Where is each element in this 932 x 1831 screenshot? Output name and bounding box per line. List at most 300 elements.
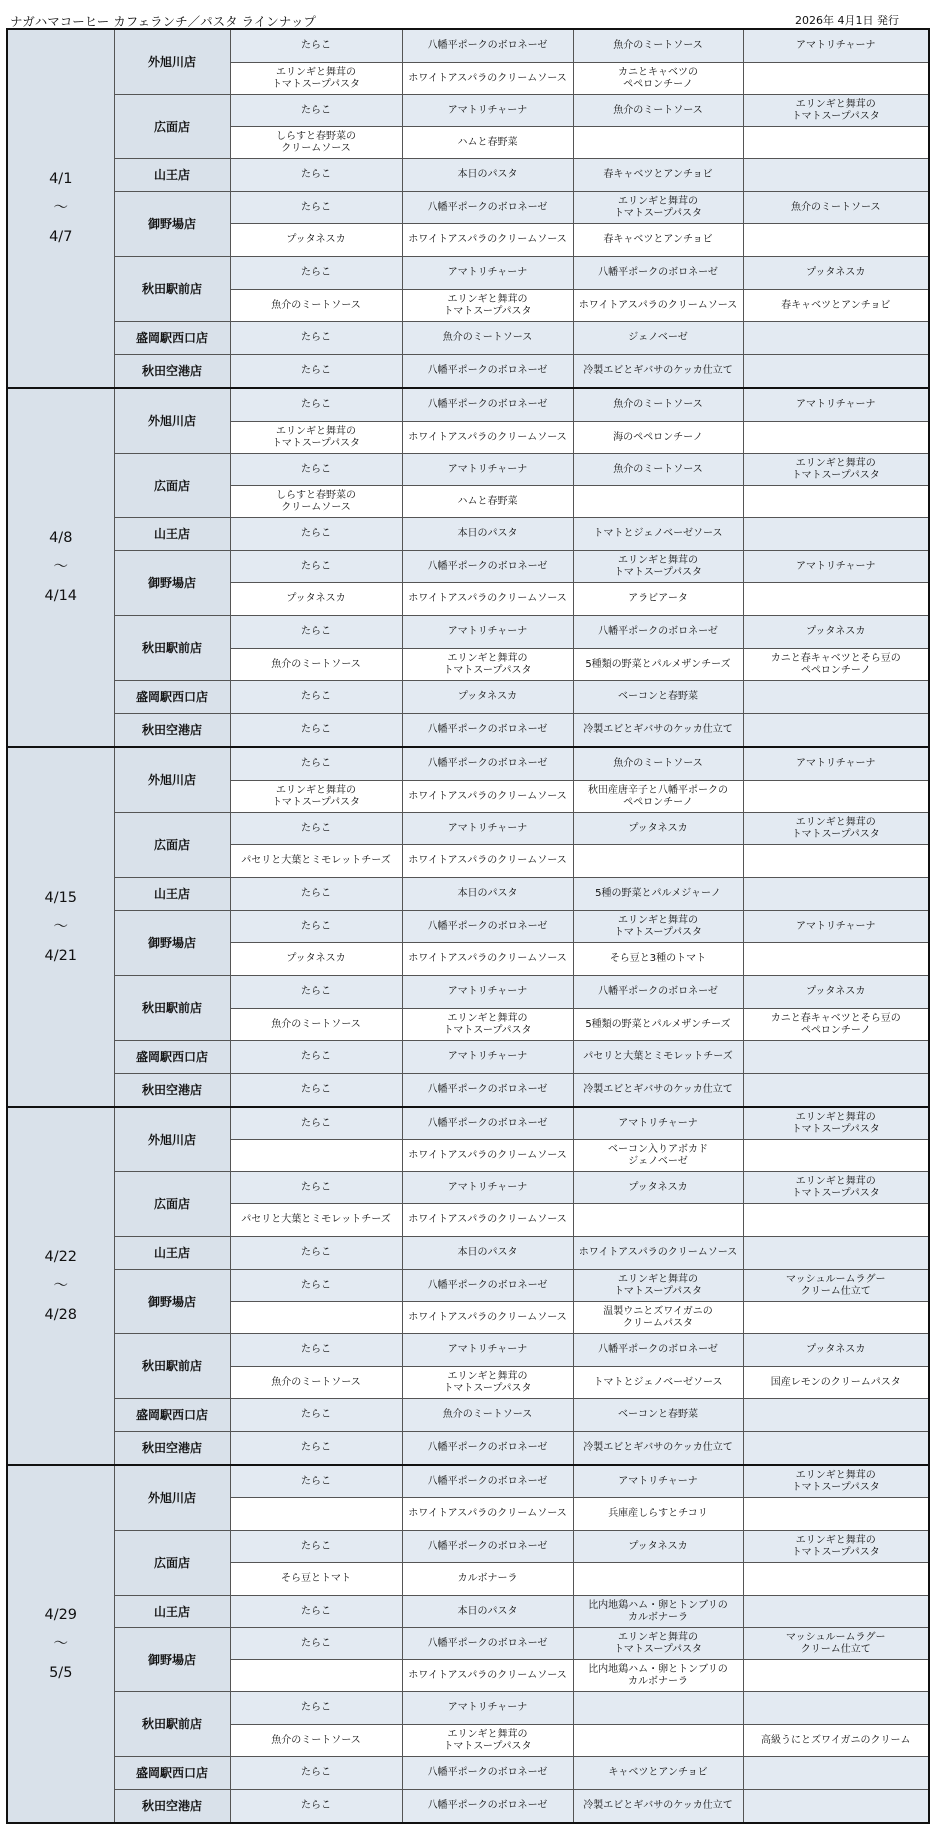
menu-item: ホワイトアスパラのクリームソース bbox=[402, 1140, 573, 1172]
page-header bbox=[0, 0, 932, 28]
menu-item: ジェノベーゼ bbox=[573, 322, 743, 355]
menu-item: たらこ bbox=[230, 1237, 402, 1270]
store-name: 盛岡駅西口店 bbox=[114, 1041, 230, 1074]
menu-item: たらこ bbox=[230, 192, 402, 224]
menu-item: ベーコンと春野菜 bbox=[573, 1399, 743, 1432]
menu-item: たらこ bbox=[230, 322, 402, 355]
menu-row bbox=[7, 1172, 929, 1204]
menu-item bbox=[573, 486, 743, 518]
menu-item: 八幡平ポークのボロネーゼ bbox=[402, 551, 573, 583]
menu-item: ハムと春野菜 bbox=[402, 127, 573, 159]
menu-item bbox=[743, 714, 929, 748]
menu-item: エリンギと舞茸の トマトスープパスタ bbox=[230, 63, 402, 95]
menu-item: 八幡平ポークのボロネーゼ bbox=[573, 976, 743, 1009]
menu-item: 本日のパスタ bbox=[402, 159, 573, 192]
menu-item: 温製ウニとズワイガニの クリームパスタ bbox=[573, 1302, 743, 1334]
menu-item: エリンギと舞茸の トマトスープパスタ bbox=[402, 1367, 573, 1399]
menu-item: 高級うにとズワイガニのクリーム bbox=[743, 1725, 929, 1757]
menu-item: 八幡平ポークのボロネーゼ bbox=[402, 1074, 573, 1108]
week-sep: ～ bbox=[53, 200, 68, 216]
menu-item bbox=[743, 422, 929, 454]
menu-item bbox=[743, 355, 929, 389]
store-name: 山王店 bbox=[114, 878, 230, 911]
menu-item bbox=[743, 1432, 929, 1466]
menu-item: 魚介のミートソース bbox=[230, 290, 402, 322]
menu-item: 春キャベツとアンチョビ bbox=[573, 224, 743, 257]
menu-item bbox=[743, 486, 929, 518]
menu-item: 冷製エビとギバサのケッカ仕立て bbox=[573, 1432, 743, 1466]
menu-item: 魚介のミートソース bbox=[573, 95, 743, 127]
menu-item: 八幡平ポークのボロネーゼ bbox=[402, 29, 573, 63]
menu-item: 八幡平ポークのボロネーゼ bbox=[402, 1628, 573, 1660]
menu-item: エリンギと舞茸の トマトスープパスタ bbox=[573, 1270, 743, 1302]
store-name: 広面店 bbox=[114, 454, 230, 518]
menu-item: エリンギと舞茸の トマトスープパスタ bbox=[743, 1172, 929, 1204]
menu-item: 春キャベツとアンチョビ bbox=[573, 159, 743, 192]
store-name: 広面店 bbox=[114, 813, 230, 878]
menu-item: たらこ bbox=[230, 1399, 402, 1432]
menu-item: 秋田産唐辛子と八幡平ポークの ペペロンチーノ bbox=[573, 781, 743, 813]
menu-item: アマトリチャーナ bbox=[743, 747, 929, 781]
menu-row bbox=[7, 1399, 929, 1432]
menu-item: エリンギと舞茸の トマトスープパスタ bbox=[402, 649, 573, 681]
menu-item: たらこ bbox=[230, 1432, 402, 1466]
store-name: 盛岡駅西口店 bbox=[114, 1757, 230, 1790]
menu-row bbox=[7, 1107, 929, 1140]
menu-row bbox=[7, 192, 929, 224]
menu-item: パセリと大葉とミモレットチーズ bbox=[573, 1041, 743, 1074]
menu-item: たらこ bbox=[230, 714, 402, 748]
menu-item: プッタネスカ bbox=[230, 583, 402, 616]
menu-item: ホワイトアスパラのクリームソース bbox=[402, 1498, 573, 1531]
menu-item bbox=[743, 1692, 929, 1725]
menu-item: アマトリチャーナ bbox=[402, 1041, 573, 1074]
menu-item: たらこ bbox=[230, 29, 402, 63]
week-to: 4/28 bbox=[44, 1306, 78, 1323]
menu-item: 冷製エビとギバサのケッカ仕立て bbox=[573, 1074, 743, 1108]
store-name: 外旭川店 bbox=[114, 747, 230, 813]
lineup-body bbox=[7, 29, 929, 1823]
menu-item: ホワイトアスパラのクリームソース bbox=[402, 943, 573, 976]
menu-item: ハムと春野菜 bbox=[402, 486, 573, 518]
menu-item: 八幡平ポークのボロネーゼ bbox=[402, 1432, 573, 1466]
menu-item: 魚介のミートソース bbox=[573, 388, 743, 422]
menu-item bbox=[743, 681, 929, 714]
menu-item bbox=[230, 1140, 402, 1172]
menu-row bbox=[7, 1041, 929, 1074]
menu-item: アマトリチャーナ bbox=[402, 1692, 573, 1725]
menu-item: ホワイトアスパラのクリームソース bbox=[402, 845, 573, 878]
menu-item bbox=[743, 1596, 929, 1628]
menu-row bbox=[7, 1465, 929, 1498]
menu-item: エリンギと舞茸の トマトスープパスタ bbox=[743, 1465, 929, 1498]
menu-item: 海のペペロンチーノ bbox=[573, 422, 743, 454]
menu-row bbox=[7, 518, 929, 551]
menu-row bbox=[7, 747, 929, 781]
menu-item: たらこ bbox=[230, 1757, 402, 1790]
menu-item: 八幡平ポークのボロネーゼ bbox=[573, 1334, 743, 1367]
week-period bbox=[7, 1107, 114, 1465]
menu-item: 魚介のミートソース bbox=[402, 322, 573, 355]
store-name: 広面店 bbox=[114, 1531, 230, 1596]
menu-item: ベーコン入りアボカド ジェノベーゼ bbox=[573, 1140, 743, 1172]
week-period bbox=[7, 1465, 114, 1823]
menu-item: たらこ bbox=[230, 747, 402, 781]
week-from: 4/22 bbox=[44, 1248, 78, 1265]
menu-item: ベーコンと春野菜 bbox=[573, 681, 743, 714]
menu-item: そら豆とトマト bbox=[230, 1563, 402, 1596]
menu-item: カニと春キャベツとそら豆の ペペロンチーノ bbox=[743, 649, 929, 681]
menu-item: 八幡平ポークのボロネーゼ bbox=[402, 1465, 573, 1498]
menu-item bbox=[743, 781, 929, 813]
menu-row bbox=[7, 355, 929, 389]
menu-item: エリンギと舞茸の トマトスープパスタ bbox=[743, 813, 929, 845]
week-sep: ～ bbox=[53, 559, 68, 575]
week-from: 4/1 bbox=[49, 171, 73, 187]
menu-row bbox=[7, 1692, 929, 1725]
menu-row bbox=[7, 911, 929, 943]
menu-item: トマトとジェノベーゼソース bbox=[573, 1367, 743, 1399]
store-name: 外旭川店 bbox=[114, 388, 230, 454]
menu-row bbox=[7, 29, 929, 63]
menu-item: ホワイトアスパラのクリームソース bbox=[402, 1660, 573, 1692]
menu-row bbox=[7, 95, 929, 127]
week-from: 4/8 bbox=[49, 530, 73, 546]
menu-item: マッシュルームラグー クリーム仕立て bbox=[743, 1270, 929, 1302]
menu-item: しらすと春野菜の クリームソース bbox=[230, 127, 402, 159]
menu-item: エリンギと舞茸の トマトスープパスタ bbox=[743, 95, 929, 127]
menu-item: エリンギと舞茸の トマトスープパスタ bbox=[230, 422, 402, 454]
menu-item: ホワイトアスパラのクリームソース bbox=[573, 1237, 743, 1270]
week-from: 4/29 bbox=[44, 1606, 78, 1623]
menu-item: たらこ bbox=[230, 551, 402, 583]
menu-item bbox=[743, 1399, 929, 1432]
store-name: 秋田駅前店 bbox=[114, 976, 230, 1041]
week-sep: ～ bbox=[53, 918, 68, 935]
store-name: 秋田空港店 bbox=[114, 1790, 230, 1824]
menu-item: プッタネスカ bbox=[573, 813, 743, 845]
menu-row bbox=[7, 1596, 929, 1628]
menu-item: たらこ bbox=[230, 1790, 402, 1824]
store-name: 山王店 bbox=[114, 159, 230, 192]
menu-item: 八幡平ポークのボロネーゼ bbox=[402, 355, 573, 389]
store-name: 広面店 bbox=[114, 95, 230, 159]
menu-item: 冷製エビとギバサのケッカ仕立て bbox=[573, 1790, 743, 1824]
week-period bbox=[7, 388, 114, 747]
menu-item: アマトリチャーナ bbox=[743, 551, 929, 583]
menu-item: たらこ bbox=[230, 878, 402, 911]
menu-item: プッタネスカ bbox=[402, 681, 573, 714]
menu-item: アマトリチャーナ bbox=[743, 911, 929, 943]
menu-item: パセリと大葉とミモレットチーズ bbox=[230, 1204, 402, 1237]
menu-item: エリンギと舞茸の トマトスープパスタ bbox=[230, 781, 402, 813]
week-period bbox=[7, 747, 114, 1107]
menu-item: 魚介のミートソース bbox=[573, 747, 743, 781]
menu-item: エリンギと舞茸の トマトスープパスタ bbox=[402, 1725, 573, 1757]
week-to: 4/14 bbox=[44, 588, 78, 604]
menu-item bbox=[743, 127, 929, 159]
store-name: 秋田空港店 bbox=[114, 355, 230, 389]
menu-item: 八幡平ポークのボロネーゼ bbox=[402, 1790, 573, 1824]
menu-item: アマトリチャーナ bbox=[402, 1334, 573, 1367]
menu-item: 本日のパスタ bbox=[402, 518, 573, 551]
menu-item: カニとキャベツの ペペロンチーノ bbox=[573, 63, 743, 95]
menu-item: エリンギと舞茸の トマトスープパスタ bbox=[743, 454, 929, 486]
menu-item: 八幡平ポークのボロネーゼ bbox=[402, 1107, 573, 1140]
menu-item: ホワイトアスパラのクリームソース bbox=[402, 422, 573, 454]
menu-item: たらこ bbox=[230, 1334, 402, 1367]
menu-item: ホワイトアスパラのクリームソース bbox=[573, 290, 743, 322]
menu-item: たらこ bbox=[230, 1172, 402, 1204]
store-name: 外旭川店 bbox=[114, 29, 230, 95]
week-to: 4/21 bbox=[44, 947, 78, 964]
menu-item: プッタネスカ bbox=[743, 616, 929, 649]
store-name: 外旭川店 bbox=[114, 1107, 230, 1172]
menu-item bbox=[743, 1660, 929, 1692]
menu-row bbox=[7, 1237, 929, 1270]
menu-item: マッシュルームラグー クリーム仕立て bbox=[743, 1628, 929, 1660]
menu-item: たらこ bbox=[230, 1465, 402, 1498]
store-name: 盛岡駅西口店 bbox=[114, 322, 230, 355]
menu-item: アマトリチャーナ bbox=[743, 29, 929, 63]
menu-item bbox=[743, 322, 929, 355]
menu-item: たらこ bbox=[230, 976, 402, 1009]
menu-row bbox=[7, 1074, 929, 1108]
menu-item: 春キャベツとアンチョビ bbox=[743, 290, 929, 322]
week-from: 4/15 bbox=[44, 889, 78, 906]
menu-item: ホワイトアスパラのクリームソース bbox=[402, 1204, 573, 1237]
menu-item: キャベツとアンチョビ bbox=[573, 1757, 743, 1790]
menu-item: 八幡平ポークのボロネーゼ bbox=[402, 747, 573, 781]
store-name: 御野場店 bbox=[114, 1628, 230, 1692]
menu-item: たらこ bbox=[230, 1041, 402, 1074]
menu-item: 魚介のミートソース bbox=[573, 454, 743, 486]
week-to: 4/7 bbox=[49, 229, 73, 245]
menu-item: 本日のパスタ bbox=[402, 1596, 573, 1628]
store-name: 山王店 bbox=[114, 1237, 230, 1270]
store-name: 秋田空港店 bbox=[114, 1074, 230, 1108]
menu-item: たらこ bbox=[230, 1628, 402, 1660]
menu-item: エリンギと舞茸の トマトスープパスタ bbox=[573, 911, 743, 943]
menu-item: ホワイトアスパラのクリームソース bbox=[402, 583, 573, 616]
menu-item bbox=[743, 1498, 929, 1531]
menu-item: エリンギと舞茸の トマトスープパスタ bbox=[402, 290, 573, 322]
store-name: 御野場店 bbox=[114, 551, 230, 616]
menu-row bbox=[7, 616, 929, 649]
store-name: 山王店 bbox=[114, 1596, 230, 1628]
menu-row bbox=[7, 551, 929, 583]
menu-item: 魚介のミートソース bbox=[230, 1725, 402, 1757]
menu-item: 魚介のミートソース bbox=[230, 1009, 402, 1041]
menu-row bbox=[7, 1790, 929, 1824]
menu-item bbox=[230, 1660, 402, 1692]
menu-item bbox=[743, 1074, 929, 1108]
store-name: 秋田空港店 bbox=[114, 1432, 230, 1466]
menu-item: エリンギと舞茸の トマトスープパスタ bbox=[573, 551, 743, 583]
menu-item: プッタネスカ bbox=[230, 224, 402, 257]
store-name: 秋田空港店 bbox=[114, 714, 230, 748]
menu-item: 比内地鶏ハム・卵とトンブリの カルボナーラ bbox=[573, 1596, 743, 1628]
menu-row bbox=[7, 976, 929, 1009]
menu-item: たらこ bbox=[230, 1107, 402, 1140]
menu-item: アマトリチャーナ bbox=[402, 813, 573, 845]
page-title: ナガハマコーヒー カフェランチ／パスタ ラインナップ bbox=[10, 14, 316, 29]
menu-row bbox=[7, 878, 929, 911]
menu-item: 八幡平ポークのボロネーゼ bbox=[402, 1757, 573, 1790]
menu-row bbox=[7, 1432, 929, 1466]
store-name: 秋田駅前店 bbox=[114, 616, 230, 681]
menu-item bbox=[573, 127, 743, 159]
menu-item: 八幡平ポークのボロネーゼ bbox=[402, 1270, 573, 1302]
menu-item: アマトリチャーナ bbox=[743, 388, 929, 422]
menu-row bbox=[7, 714, 929, 748]
menu-item: プッタネスカ bbox=[573, 1172, 743, 1204]
store-name: 秋田駅前店 bbox=[114, 1692, 230, 1757]
menu-item: 国産レモンのクリームパスタ bbox=[743, 1367, 929, 1399]
store-name: 外旭川店 bbox=[114, 1465, 230, 1531]
menu-item: 比内地鶏ハム・卵とトンブリの カルボナーラ bbox=[573, 1660, 743, 1692]
week-period bbox=[7, 29, 114, 388]
menu-item: たらこ bbox=[230, 681, 402, 714]
menu-item: 5種の野菜とパルメジャーノ bbox=[573, 878, 743, 911]
menu-item bbox=[743, 1237, 929, 1270]
menu-item: 本日のパスタ bbox=[402, 1237, 573, 1270]
menu-row bbox=[7, 454, 929, 486]
menu-item: たらこ bbox=[230, 95, 402, 127]
menu-item bbox=[573, 1204, 743, 1237]
menu-item: たらこ bbox=[230, 257, 402, 290]
menu-item: プッタネスカ bbox=[743, 1334, 929, 1367]
menu-item: 八幡平ポークのボロネーゼ bbox=[573, 257, 743, 290]
menu-item: しらすと春野菜の クリームソース bbox=[230, 486, 402, 518]
store-name: 御野場店 bbox=[114, 1270, 230, 1334]
store-name: 盛岡駅西口店 bbox=[114, 1399, 230, 1432]
menu-item: 冷製エビとギバサのケッカ仕立て bbox=[573, 355, 743, 389]
menu-item: 5種類の野菜とパルメザンチーズ bbox=[573, 1009, 743, 1041]
menu-item: 八幡平ポークのボロネーゼ bbox=[402, 192, 573, 224]
menu-item bbox=[743, 943, 929, 976]
menu-item: プッタネスカ bbox=[573, 1531, 743, 1563]
menu-item: トマトとジェノベーゼソース bbox=[573, 518, 743, 551]
menu-item: 冷製エビとギバサのケッカ仕立て bbox=[573, 714, 743, 748]
menu-item bbox=[743, 1041, 929, 1074]
menu-row bbox=[7, 159, 929, 192]
menu-item: たらこ bbox=[230, 1692, 402, 1725]
menu-item bbox=[743, 224, 929, 257]
menu-item: アマトリチャーナ bbox=[573, 1465, 743, 1498]
menu-row bbox=[7, 1270, 929, 1302]
menu-item: 魚介のミートソース bbox=[230, 1367, 402, 1399]
menu-row bbox=[7, 1757, 929, 1790]
menu-item bbox=[743, 1204, 929, 1237]
menu-item bbox=[743, 1757, 929, 1790]
menu-item: たらこ bbox=[230, 518, 402, 551]
menu-item: アマトリチャーナ bbox=[402, 616, 573, 649]
menu-item: たらこ bbox=[230, 159, 402, 192]
menu-row bbox=[7, 1531, 929, 1563]
menu-item: エリンギと舞茸の トマトスープパスタ bbox=[573, 192, 743, 224]
menu-item: 魚介のミートソース bbox=[230, 649, 402, 681]
week-sep: ～ bbox=[53, 1277, 68, 1294]
menu-row bbox=[7, 1334, 929, 1367]
menu-item: たらこ bbox=[230, 911, 402, 943]
menu-item bbox=[573, 845, 743, 878]
menu-item: ホワイトアスパラのクリームソース bbox=[402, 781, 573, 813]
store-name: 御野場店 bbox=[114, 911, 230, 976]
menu-item: アマトリチャーナ bbox=[402, 1172, 573, 1204]
menu-item bbox=[743, 878, 929, 911]
menu-item: アマトリチャーナ bbox=[402, 257, 573, 290]
menu-item: プッタネスカ bbox=[230, 943, 402, 976]
menu-item: そら豆と3種のトマト bbox=[573, 943, 743, 976]
menu-item bbox=[743, 583, 929, 616]
menu-item: アマトリチャーナ bbox=[573, 1107, 743, 1140]
menu-item: カニと春キャベツとそら豆の ペペロンチーノ bbox=[743, 1009, 929, 1041]
menu-item bbox=[743, 1563, 929, 1596]
store-name: 広面店 bbox=[114, 1172, 230, 1237]
menu-item: アマトリチャーナ bbox=[402, 95, 573, 127]
menu-row bbox=[7, 1628, 929, 1660]
menu-item: 兵庫産しらすとチコリ bbox=[573, 1498, 743, 1531]
menu-item: プッタネスカ bbox=[743, 976, 929, 1009]
menu-item: ホワイトアスパラのクリームソース bbox=[402, 63, 573, 95]
menu-item: 八幡平ポークのボロネーゼ bbox=[573, 616, 743, 649]
store-name: 秋田駅前店 bbox=[114, 1334, 230, 1399]
menu-item: アマトリチャーナ bbox=[402, 976, 573, 1009]
menu-item bbox=[743, 1140, 929, 1172]
menu-row bbox=[7, 813, 929, 845]
menu-item: プッタネスカ bbox=[743, 257, 929, 290]
menu-item: たらこ bbox=[230, 1270, 402, 1302]
menu-item: 八幡平ポークのボロネーゼ bbox=[402, 714, 573, 748]
menu-item: ホワイトアスパラのクリームソース bbox=[402, 1302, 573, 1334]
menu-item bbox=[573, 1692, 743, 1725]
menu-item: 本日のパスタ bbox=[402, 878, 573, 911]
menu-item: パセリと大葉とミモレットチーズ bbox=[230, 845, 402, 878]
menu-row bbox=[7, 388, 929, 422]
menu-item bbox=[743, 1790, 929, 1824]
menu-item: 八幡平ポークのボロネーゼ bbox=[402, 1531, 573, 1563]
menu-item: たらこ bbox=[230, 355, 402, 389]
menu-item: ホワイトアスパラのクリームソース bbox=[402, 224, 573, 257]
menu-item bbox=[743, 63, 929, 95]
week-to: 5/5 bbox=[49, 1664, 73, 1681]
store-name: 御野場店 bbox=[114, 192, 230, 257]
menu-item: エリンギと舞茸の トマトスープパスタ bbox=[573, 1628, 743, 1660]
menu-item: 5種類の野菜とパルメザンチーズ bbox=[573, 649, 743, 681]
menu-item: たらこ bbox=[230, 813, 402, 845]
menu-item bbox=[230, 1302, 402, 1334]
menu-item: たらこ bbox=[230, 1531, 402, 1563]
menu-item bbox=[743, 1302, 929, 1334]
lineup-table bbox=[6, 28, 930, 1824]
menu-row bbox=[7, 322, 929, 355]
menu-item: 八幡平ポークのボロネーゼ bbox=[402, 911, 573, 943]
menu-item: たらこ bbox=[230, 454, 402, 486]
menu-item bbox=[230, 1498, 402, 1531]
issue-date: 2026年 4月1日 発行 bbox=[795, 14, 899, 27]
menu-item bbox=[743, 845, 929, 878]
store-name: 盛岡駅西口店 bbox=[114, 681, 230, 714]
week-sep: ～ bbox=[53, 1635, 68, 1652]
menu-item: たらこ bbox=[230, 388, 402, 422]
store-name: 秋田駅前店 bbox=[114, 257, 230, 322]
menu-item bbox=[743, 518, 929, 551]
menu-row bbox=[7, 681, 929, 714]
menu-item bbox=[573, 1725, 743, 1757]
menu-item: 魚介のミートソース bbox=[402, 1399, 573, 1432]
menu-item: アラビアータ bbox=[573, 583, 743, 616]
